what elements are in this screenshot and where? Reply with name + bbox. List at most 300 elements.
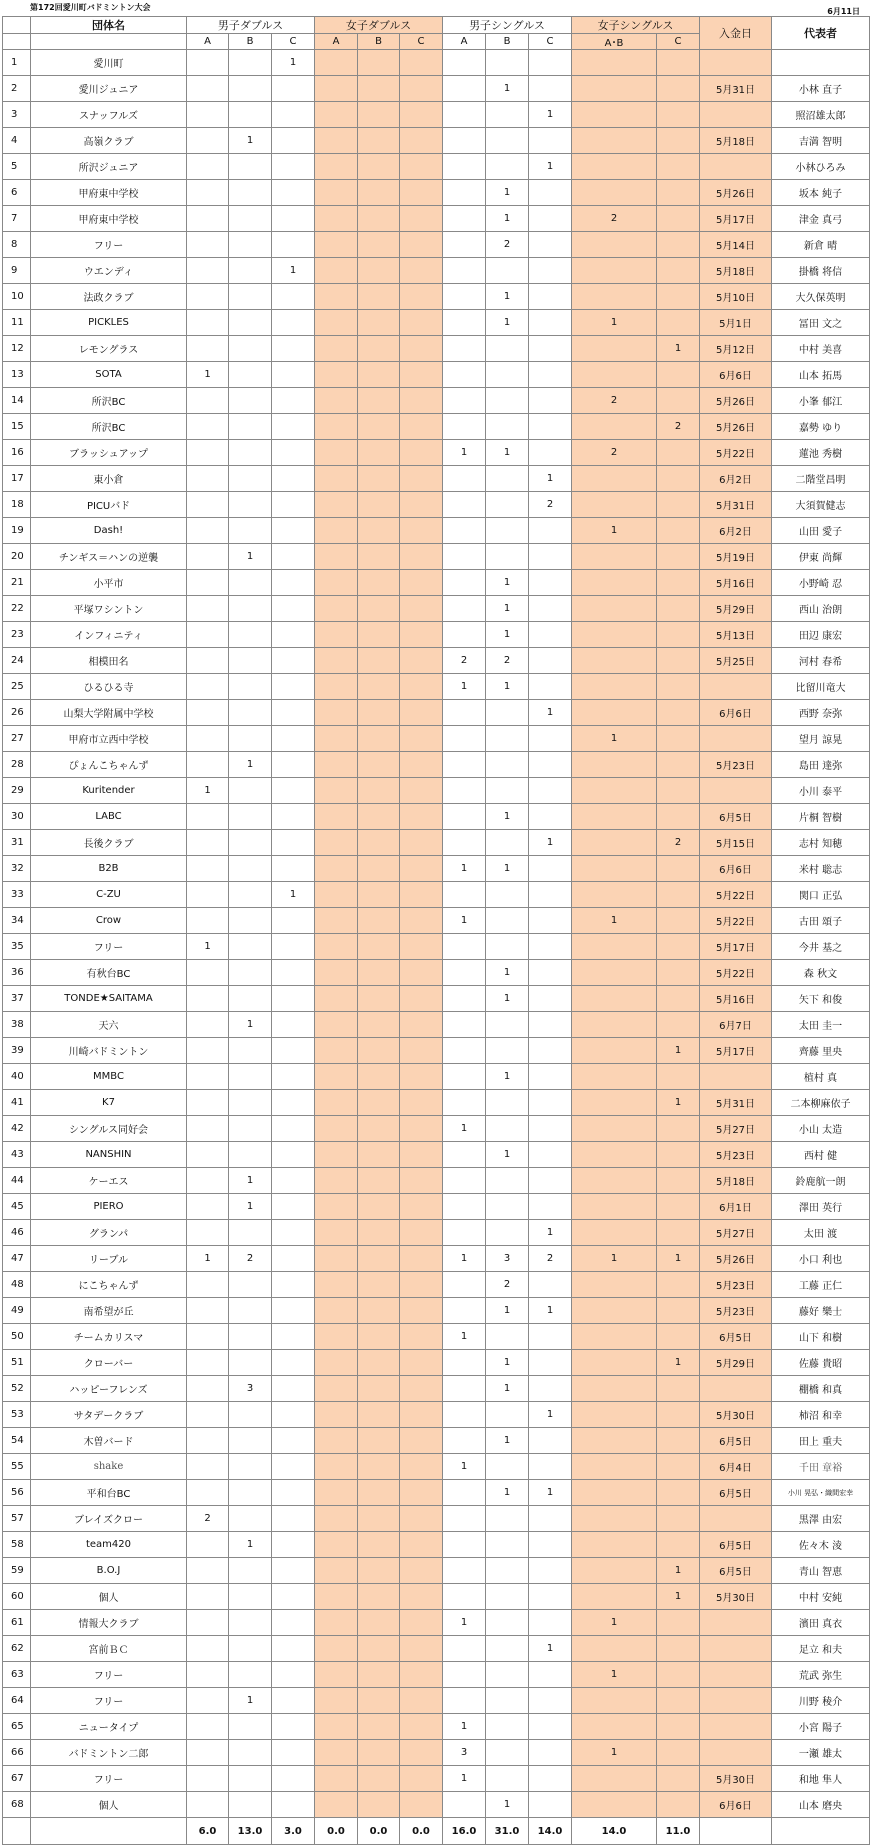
womens-singles-ab-cell bbox=[572, 154, 657, 180]
mens-singles-a-cell bbox=[443, 778, 486, 804]
womens-doubles-c-cell bbox=[400, 1246, 443, 1272]
table-row bbox=[3, 1532, 870, 1558]
mens-singles-b-cell bbox=[486, 1610, 529, 1636]
row-number-cell: 21 bbox=[3, 570, 31, 596]
mens-singles-c-cell bbox=[529, 1090, 572, 1116]
sub-header: B bbox=[229, 34, 272, 50]
mens-doubles-b-cell bbox=[229, 882, 272, 908]
womens-singles-ab-cell bbox=[572, 1064, 657, 1090]
row-number-cell: 65 bbox=[3, 1714, 31, 1740]
womens-singles-c-cell bbox=[657, 544, 700, 570]
group-name-cell: B.O.J bbox=[31, 1558, 187, 1584]
womens-doubles-c-cell bbox=[400, 1506, 443, 1532]
mens-doubles-b-cell bbox=[229, 492, 272, 518]
womens-doubles-b-cell bbox=[358, 1558, 400, 1584]
mens-doubles-a-cell bbox=[187, 1376, 229, 1402]
mens-doubles-c-cell: 1 bbox=[272, 50, 315, 76]
payment-date-cell: 5月31日 bbox=[700, 76, 772, 102]
mens-singles-b-cell: 1 bbox=[486, 674, 529, 700]
mens-doubles-b-cell bbox=[229, 1766, 272, 1792]
womens-singles-c-cell bbox=[657, 128, 700, 154]
row-number-cell: 38 bbox=[3, 1012, 31, 1038]
womens-doubles-c-cell bbox=[400, 752, 443, 778]
mens-singles-a-cell: 1 bbox=[443, 856, 486, 882]
mens-singles-b-cell: 1 bbox=[486, 1792, 529, 1818]
womens-doubles-c-cell bbox=[400, 154, 443, 180]
mens-doubles-b-cell: 1 bbox=[229, 1688, 272, 1714]
womens-doubles-b-cell bbox=[358, 544, 400, 570]
womens-singles-ab-cell bbox=[572, 1532, 657, 1558]
representative-cell: 一瀬 雄太 bbox=[772, 1740, 870, 1766]
payment-date-cell: 5月26日 bbox=[700, 414, 772, 440]
womens-doubles-c-cell bbox=[400, 830, 443, 856]
womens-doubles-a-cell bbox=[315, 1090, 358, 1116]
mens-doubles-b-cell bbox=[229, 804, 272, 830]
mens-doubles-a-cell: 2 bbox=[187, 1506, 229, 1532]
mens-singles-b-cell: 1 bbox=[486, 856, 529, 882]
representative-cell: 佐藤 貴昭 bbox=[772, 1350, 870, 1376]
womens-doubles-b-cell bbox=[358, 1688, 400, 1714]
row-number-cell: 54 bbox=[3, 1428, 31, 1454]
representative-cell: 荒武 弥生 bbox=[772, 1662, 870, 1688]
table-row bbox=[3, 1350, 870, 1376]
mens-singles-a-cell: 1 bbox=[443, 1454, 486, 1480]
mens-singles-b-cell: 1 bbox=[486, 1064, 529, 1090]
womens-doubles-a-cell bbox=[315, 336, 358, 362]
mens-singles-c-cell bbox=[529, 1688, 572, 1714]
total-cell: 11.0 bbox=[657, 1818, 700, 1845]
table-row bbox=[3, 726, 870, 752]
womens-doubles-b-cell bbox=[358, 778, 400, 804]
row-number-cell: 40 bbox=[3, 1064, 31, 1090]
row-number-cell: 4 bbox=[3, 128, 31, 154]
mens-singles-a-cell: 1 bbox=[443, 1766, 486, 1792]
mens-doubles-b-cell bbox=[229, 934, 272, 960]
womens-doubles-a-cell bbox=[315, 1532, 358, 1558]
mens-singles-b-cell bbox=[486, 1714, 529, 1740]
mens-doubles-b-cell bbox=[229, 50, 272, 76]
mens-singles-b-cell: 1 bbox=[486, 180, 529, 206]
group-name-cell: MMBC bbox=[31, 1064, 187, 1090]
womens-doubles-c-cell bbox=[400, 1714, 443, 1740]
mens-doubles-c-cell bbox=[272, 1168, 315, 1194]
representative-cell: 嘉勢 ゆり bbox=[772, 414, 870, 440]
mens-singles-c-cell bbox=[529, 1792, 572, 1818]
group-name-cell: PICUバド bbox=[31, 492, 187, 518]
womens-doubles-c-cell bbox=[400, 596, 443, 622]
womens-doubles-b-cell bbox=[358, 1610, 400, 1636]
womens-doubles-b-cell bbox=[358, 700, 400, 726]
representative-cell: 掛橋 将信 bbox=[772, 258, 870, 284]
group-name-cell: Crow bbox=[31, 908, 187, 934]
womens-singles-ab-cell: 1 bbox=[572, 908, 657, 934]
representative-cell: 伊東 尚輝 bbox=[772, 544, 870, 570]
womens-singles-ab-cell bbox=[572, 1480, 657, 1506]
womens-doubles-a-cell bbox=[315, 284, 358, 310]
womens-singles-ab-cell: 2 bbox=[572, 440, 657, 466]
group-name-cell: ハッピーフレンズ bbox=[31, 1376, 187, 1402]
womens-doubles-b-cell bbox=[358, 1480, 400, 1506]
group-name-cell: フリー bbox=[31, 232, 187, 258]
representative-cell: 小林 直子 bbox=[772, 76, 870, 102]
mens-singles-b-cell bbox=[486, 1532, 529, 1558]
womens-singles-c-cell bbox=[657, 154, 700, 180]
womens-doubles-a-cell bbox=[315, 726, 358, 752]
header-mens-singles: 男子シングルス bbox=[443, 17, 572, 34]
mens-doubles-c-cell bbox=[272, 1454, 315, 1480]
womens-doubles-c-cell bbox=[400, 336, 443, 362]
womens-doubles-b-cell bbox=[358, 726, 400, 752]
mens-singles-c-cell bbox=[529, 596, 572, 622]
mens-doubles-a-cell bbox=[187, 1662, 229, 1688]
mens-singles-b-cell bbox=[486, 778, 529, 804]
mens-singles-a-cell bbox=[443, 934, 486, 960]
womens-singles-ab-cell bbox=[572, 128, 657, 154]
womens-singles-c-cell bbox=[657, 1428, 700, 1454]
representative-cell: 和地 隼人 bbox=[772, 1766, 870, 1792]
representative-cell: 小宮 陽子 bbox=[772, 1714, 870, 1740]
table-row bbox=[3, 1428, 870, 1454]
mens-doubles-b-cell bbox=[229, 1116, 272, 1142]
womens-doubles-a-cell bbox=[315, 1558, 358, 1584]
mens-singles-c-cell bbox=[529, 1662, 572, 1688]
mens-doubles-a-cell bbox=[187, 154, 229, 180]
mens-doubles-b-cell bbox=[229, 388, 272, 414]
representative-cell: 黒澤 由宏 bbox=[772, 1506, 870, 1532]
payment-date-cell: 6月7日 bbox=[700, 1012, 772, 1038]
row-number-cell: 34 bbox=[3, 908, 31, 934]
mens-doubles-a-cell: 1 bbox=[187, 1246, 229, 1272]
womens-singles-c-cell bbox=[657, 1272, 700, 1298]
mens-singles-c-cell bbox=[529, 1012, 572, 1038]
mens-doubles-c-cell bbox=[272, 1220, 315, 1246]
row-number-cell: 2 bbox=[3, 76, 31, 102]
payment-date-cell: 5月17日 bbox=[700, 934, 772, 960]
mens-doubles-c-cell bbox=[272, 1428, 315, 1454]
womens-doubles-b-cell bbox=[358, 1038, 400, 1064]
mens-doubles-b-cell bbox=[229, 1142, 272, 1168]
table-row bbox=[3, 1012, 870, 1038]
mens-singles-c-cell bbox=[529, 882, 572, 908]
mens-singles-c-cell: 1 bbox=[529, 700, 572, 726]
womens-singles-ab-cell bbox=[572, 570, 657, 596]
womens-doubles-a-cell bbox=[315, 102, 358, 128]
mens-doubles-c-cell bbox=[272, 1714, 315, 1740]
womens-singles-ab-cell bbox=[572, 1220, 657, 1246]
mens-doubles-c-cell bbox=[272, 1532, 315, 1558]
womens-singles-ab-cell bbox=[572, 1298, 657, 1324]
womens-doubles-b-cell bbox=[358, 674, 400, 700]
womens-singles-c-cell bbox=[657, 648, 700, 674]
womens-doubles-a-cell bbox=[315, 1454, 358, 1480]
womens-singles-c-cell bbox=[657, 804, 700, 830]
payment-date-cell bbox=[700, 726, 772, 752]
mens-singles-a-cell bbox=[443, 284, 486, 310]
mens-doubles-b-cell bbox=[229, 1636, 272, 1662]
womens-doubles-a-cell bbox=[315, 1714, 358, 1740]
payment-date-cell: 5月23日 bbox=[700, 752, 772, 778]
representative-cell: 二階堂昌明 bbox=[772, 466, 870, 492]
womens-doubles-b-cell bbox=[358, 1142, 400, 1168]
mens-doubles-b-cell: 1 bbox=[229, 128, 272, 154]
womens-doubles-c-cell bbox=[400, 934, 443, 960]
womens-singles-c-cell bbox=[657, 1194, 700, 1220]
womens-singles-c-cell bbox=[657, 232, 700, 258]
womens-doubles-c-cell bbox=[400, 180, 443, 206]
group-name-cell: グランパ bbox=[31, 1220, 187, 1246]
mens-singles-b-cell bbox=[486, 1740, 529, 1766]
representative-cell: 川野 稜介 bbox=[772, 1688, 870, 1714]
womens-doubles-a-cell bbox=[315, 1038, 358, 1064]
mens-doubles-b-cell bbox=[229, 1480, 272, 1506]
row-number-cell: 8 bbox=[3, 232, 31, 258]
womens-doubles-c-cell bbox=[400, 1480, 443, 1506]
table-row bbox=[3, 804, 870, 830]
mens-doubles-a-cell bbox=[187, 1532, 229, 1558]
womens-doubles-c-cell bbox=[400, 570, 443, 596]
payment-date-cell bbox=[700, 1376, 772, 1402]
mens-singles-c-cell: 1 bbox=[529, 1480, 572, 1506]
table-row bbox=[3, 1610, 870, 1636]
mens-singles-c-cell bbox=[529, 128, 572, 154]
womens-doubles-c-cell bbox=[400, 804, 443, 830]
womens-doubles-a-cell bbox=[315, 518, 358, 544]
mens-singles-c-cell bbox=[529, 1324, 572, 1350]
total-cell: 0.0 bbox=[358, 1818, 400, 1845]
womens-doubles-c-cell bbox=[400, 1376, 443, 1402]
womens-doubles-c-cell bbox=[400, 908, 443, 934]
group-name-cell: 情報大クラブ bbox=[31, 1610, 187, 1636]
group-name-cell: フリー bbox=[31, 1766, 187, 1792]
mens-doubles-b-cell bbox=[229, 1272, 272, 1298]
womens-doubles-c-cell bbox=[400, 1064, 443, 1090]
womens-singles-c-cell bbox=[657, 1636, 700, 1662]
mens-doubles-b-cell bbox=[229, 1714, 272, 1740]
mens-doubles-c-cell bbox=[272, 1012, 315, 1038]
representative-cell: 小川 泰平 bbox=[772, 778, 870, 804]
mens-singles-b-cell: 1 bbox=[486, 1298, 529, 1324]
mens-doubles-c-cell bbox=[272, 1688, 315, 1714]
womens-doubles-c-cell bbox=[400, 1662, 443, 1688]
mens-singles-c-cell bbox=[529, 362, 572, 388]
womens-singles-ab-cell bbox=[572, 1688, 657, 1714]
womens-singles-c-cell bbox=[657, 1662, 700, 1688]
representative-cell: 田辺 康宏 bbox=[772, 622, 870, 648]
womens-doubles-a-cell bbox=[315, 570, 358, 596]
group-name-cell: 小平市 bbox=[31, 570, 187, 596]
row-number-cell: 24 bbox=[3, 648, 31, 674]
mens-doubles-b-cell: 1 bbox=[229, 1168, 272, 1194]
payment-date-cell bbox=[700, 1610, 772, 1636]
womens-singles-c-cell bbox=[657, 882, 700, 908]
womens-singles-ab-cell: 1 bbox=[572, 726, 657, 752]
mens-doubles-c-cell bbox=[272, 1792, 315, 1818]
payment-date-cell: 6月6日 bbox=[700, 1792, 772, 1818]
total-cell bbox=[700, 1818, 772, 1845]
womens-doubles-c-cell bbox=[400, 1402, 443, 1428]
group-name-cell: 平和台BC bbox=[31, 1480, 187, 1506]
womens-singles-c-cell: 1 bbox=[657, 1584, 700, 1610]
womens-singles-ab-cell bbox=[572, 1142, 657, 1168]
womens-doubles-c-cell bbox=[400, 700, 443, 726]
group-name-cell: クローバー bbox=[31, 1350, 187, 1376]
table-row bbox=[3, 388, 870, 414]
womens-doubles-b-cell bbox=[358, 1376, 400, 1402]
mens-singles-b-cell: 1 bbox=[486, 1142, 529, 1168]
womens-doubles-a-cell bbox=[315, 648, 358, 674]
mens-doubles-b-cell bbox=[229, 102, 272, 128]
group-name-cell: shake bbox=[31, 1454, 187, 1480]
womens-singles-c-cell bbox=[657, 1012, 700, 1038]
mens-doubles-c-cell bbox=[272, 1272, 315, 1298]
mens-doubles-b-cell: 1 bbox=[229, 1194, 272, 1220]
header-row-groups bbox=[3, 17, 870, 34]
mens-singles-a-cell bbox=[443, 1142, 486, 1168]
mens-doubles-b-cell bbox=[229, 284, 272, 310]
womens-doubles-a-cell bbox=[315, 362, 358, 388]
row-number-cell: 51 bbox=[3, 1350, 31, 1376]
group-name-cell: 愛川ジュニア bbox=[31, 76, 187, 102]
row-number-cell: 64 bbox=[3, 1688, 31, 1714]
table-row bbox=[3, 1688, 870, 1714]
womens-doubles-a-cell bbox=[315, 414, 358, 440]
mens-doubles-a-cell bbox=[187, 1116, 229, 1142]
womens-doubles-b-cell bbox=[358, 128, 400, 154]
mens-singles-a-cell bbox=[443, 362, 486, 388]
mens-doubles-a-cell bbox=[187, 570, 229, 596]
representative-cell: 大久保英明 bbox=[772, 284, 870, 310]
womens-doubles-b-cell bbox=[358, 960, 400, 986]
row-number-cell: 35 bbox=[3, 934, 31, 960]
row-number-cell: 14 bbox=[3, 388, 31, 414]
womens-singles-c-cell bbox=[657, 1064, 700, 1090]
mens-doubles-a-cell bbox=[187, 128, 229, 154]
mens-doubles-c-cell bbox=[272, 1350, 315, 1376]
row-number-cell: 50 bbox=[3, 1324, 31, 1350]
womens-doubles-a-cell bbox=[315, 310, 358, 336]
group-name-cell: サタデークラブ bbox=[31, 1402, 187, 1428]
womens-doubles-a-cell bbox=[315, 258, 358, 284]
mens-singles-b-cell bbox=[486, 1090, 529, 1116]
mens-singles-a-cell bbox=[443, 128, 486, 154]
womens-doubles-c-cell bbox=[400, 1428, 443, 1454]
mens-doubles-a-cell bbox=[187, 1766, 229, 1792]
mens-singles-c-cell bbox=[529, 440, 572, 466]
womens-doubles-a-cell bbox=[315, 1480, 358, 1506]
womens-singles-c-cell: 1 bbox=[657, 1246, 700, 1272]
table-row bbox=[3, 752, 870, 778]
mens-singles-b-cell: 1 bbox=[486, 804, 529, 830]
payment-date-cell: 5月29日 bbox=[700, 1350, 772, 1376]
mens-singles-b-cell bbox=[486, 882, 529, 908]
group-name-cell: インフィニティ bbox=[31, 622, 187, 648]
womens-singles-c-cell bbox=[657, 50, 700, 76]
mens-doubles-c-cell bbox=[272, 154, 315, 180]
mens-singles-c-cell bbox=[529, 1532, 572, 1558]
payment-date-cell: 6月2日 bbox=[700, 518, 772, 544]
representative-cell: 冨田 文之 bbox=[772, 310, 870, 336]
mens-doubles-a-cell bbox=[187, 466, 229, 492]
womens-doubles-c-cell bbox=[400, 128, 443, 154]
mens-singles-b-cell: 1 bbox=[486, 986, 529, 1012]
representative-cell: 島田 達弥 bbox=[772, 752, 870, 778]
womens-singles-ab-cell bbox=[572, 674, 657, 700]
sub-header: A bbox=[443, 34, 486, 50]
representative-cell: 今井 基之 bbox=[772, 934, 870, 960]
womens-doubles-a-cell bbox=[315, 492, 358, 518]
mens-doubles-b-cell bbox=[229, 986, 272, 1012]
total-cell: 16.0 bbox=[443, 1818, 486, 1845]
womens-singles-ab-cell: 1 bbox=[572, 1610, 657, 1636]
total-cell bbox=[31, 1818, 187, 1845]
header-payment-date: 入金日 bbox=[700, 17, 772, 50]
mens-doubles-a-cell bbox=[187, 518, 229, 544]
mens-doubles-b-cell: 1 bbox=[229, 752, 272, 778]
mens-singles-b-cell bbox=[486, 1662, 529, 1688]
payment-date-cell: 5月13日 bbox=[700, 622, 772, 648]
mens-doubles-c-cell bbox=[272, 1402, 315, 1428]
representative-cell: 千田 章裕 bbox=[772, 1454, 870, 1480]
table-row bbox=[3, 1168, 870, 1194]
mens-doubles-c-cell bbox=[272, 1194, 315, 1220]
womens-doubles-a-cell bbox=[315, 388, 358, 414]
womens-doubles-b-cell bbox=[358, 1714, 400, 1740]
row-number-cell: 17 bbox=[3, 466, 31, 492]
mens-singles-b-cell bbox=[486, 336, 529, 362]
womens-singles-c-cell bbox=[657, 76, 700, 102]
mens-doubles-c-cell bbox=[272, 726, 315, 752]
mens-doubles-c-cell bbox=[272, 1298, 315, 1324]
mens-singles-b-cell bbox=[486, 518, 529, 544]
mens-doubles-a-cell: 1 bbox=[187, 934, 229, 960]
womens-doubles-c-cell bbox=[400, 440, 443, 466]
mens-doubles-c-cell bbox=[272, 440, 315, 466]
payment-date-cell: 5月22日 bbox=[700, 440, 772, 466]
womens-singles-ab-cell bbox=[572, 1792, 657, 1818]
group-name-cell: 所沢BC bbox=[31, 388, 187, 414]
mens-doubles-c-cell bbox=[272, 310, 315, 336]
mens-doubles-b-cell bbox=[229, 1662, 272, 1688]
womens-doubles-b-cell bbox=[358, 830, 400, 856]
representative-cell: 小峯 郁江 bbox=[772, 388, 870, 414]
mens-singles-a-cell bbox=[443, 570, 486, 596]
mens-singles-b-cell bbox=[486, 466, 529, 492]
mens-doubles-b-cell bbox=[229, 778, 272, 804]
womens-singles-ab-cell bbox=[572, 336, 657, 362]
womens-doubles-a-cell bbox=[315, 622, 358, 648]
mens-doubles-c-cell bbox=[272, 544, 315, 570]
group-name-cell: 所沢ジュニア bbox=[31, 154, 187, 180]
total-cell: 14.0 bbox=[572, 1818, 657, 1845]
mens-singles-a-cell bbox=[443, 232, 486, 258]
mens-doubles-c-cell bbox=[272, 622, 315, 648]
group-name-cell: ブレイズクロー bbox=[31, 1506, 187, 1532]
mens-doubles-a-cell bbox=[187, 544, 229, 570]
payment-date-cell: 6月1日 bbox=[700, 1194, 772, 1220]
womens-doubles-c-cell bbox=[400, 726, 443, 752]
mens-singles-c-cell bbox=[529, 1142, 572, 1168]
mens-doubles-b-cell bbox=[229, 1298, 272, 1324]
payment-date-cell: 5月23日 bbox=[700, 1298, 772, 1324]
womens-doubles-c-cell bbox=[400, 1584, 443, 1610]
mens-singles-a-cell: 1 bbox=[443, 1324, 486, 1350]
womens-singles-c-cell bbox=[657, 596, 700, 622]
group-name-cell: 平塚ワシントン bbox=[31, 596, 187, 622]
representative-cell: 齊藤 里央 bbox=[772, 1038, 870, 1064]
womens-doubles-a-cell bbox=[315, 1194, 358, 1220]
row-number-cell: 66 bbox=[3, 1740, 31, 1766]
mens-doubles-c-cell bbox=[272, 1558, 315, 1584]
